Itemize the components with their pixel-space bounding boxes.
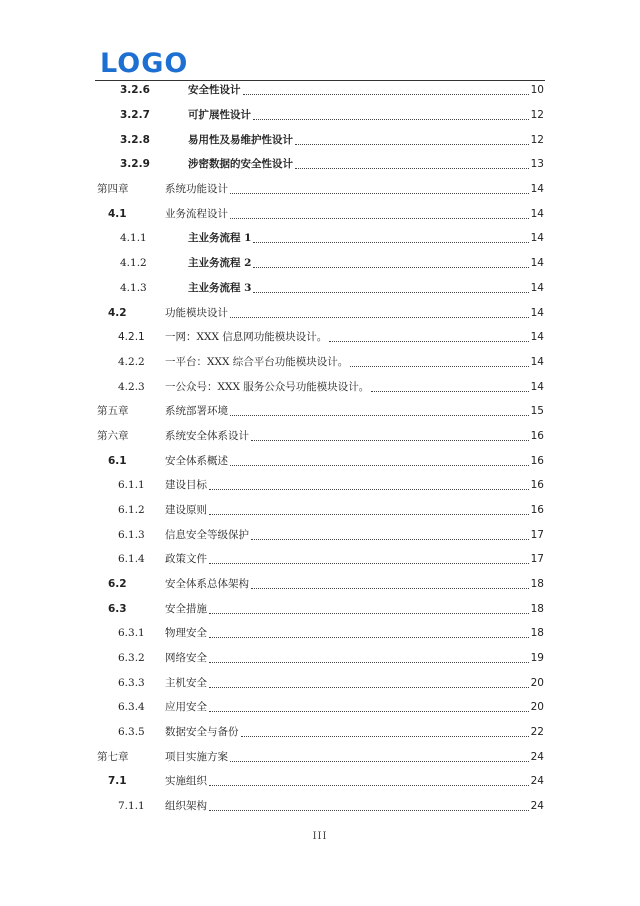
toc-number: 6.1.2 [118,504,145,516]
toc-number: 4.2.2 [118,356,145,368]
toc-title: 数据安全与备份 [165,726,239,738]
toc-leader [230,415,529,416]
toc-number: 第五章 [97,405,129,417]
toc-page: 18 [530,578,544,590]
toc-number: 6.3 [108,603,127,615]
toc-number: 第六章 [97,430,129,442]
toc-leader [209,687,529,688]
toc-number: 4.1.1 [120,232,147,244]
toc-number: 4.1.2 [120,257,147,269]
toc-row[interactable] [0,403,640,419]
toc-row[interactable] [0,181,640,197]
toc-leader [230,317,529,318]
toc-number: 3.2.6 [120,84,150,96]
toc-row[interactable] [0,773,640,789]
toc-row[interactable] [0,477,640,493]
toc-page: 14 [530,208,544,220]
toc-row[interactable] [0,527,640,543]
toc-page: 14 [530,307,544,319]
toc-title: 安全体系总体架构 [165,578,249,590]
toc-page: 16 [530,455,544,467]
toc-title: 安全体系概述 [165,455,228,467]
toc-row[interactable] [0,625,640,641]
toc-row[interactable] [0,576,640,592]
toc-number: 6.3.4 [118,701,145,713]
toc-title: 系统部署环境 [165,405,228,417]
toc-row[interactable] [0,675,640,691]
toc-leader [209,785,529,786]
toc-title: 功能模块设计 [165,307,228,319]
toc-page: 20 [530,677,544,689]
toc-number: 6.3.3 [118,677,145,689]
toc-page: 14 [530,232,544,244]
toc-leader [371,391,528,392]
toc-row[interactable] [0,502,640,518]
toc-leader [243,94,529,95]
toc-page: 18 [530,603,544,615]
toc-number: 6.3.2 [118,652,145,664]
toc-title: 一平台：XXX 综合平台功能模块设计。 [165,356,349,368]
toc-page: 16 [530,504,544,516]
toc-number: 6.1.1 [118,479,145,491]
toc-leader [329,341,528,342]
toc-number: 7.1 [108,775,127,787]
toc-row[interactable] [0,305,640,321]
toc-page: 14 [530,356,544,368]
toc-leader [209,662,529,663]
toc-title: 主业务流程 3 [188,282,252,294]
toc-leader [295,168,529,169]
toc-number: 6.3.1 [118,627,145,639]
toc-leader [251,539,529,540]
toc-row[interactable] [0,650,640,666]
toc-page: 12 [530,109,544,121]
toc-number: 第七章 [97,751,129,763]
toc-title: 可扩展性设计 [188,109,251,121]
toc-page: 14 [530,331,544,343]
toc-row[interactable] [0,329,640,345]
toc-title: 政策文件 [165,553,207,565]
toc-row[interactable] [0,280,640,296]
toc-title: 主业务流程 2 [188,257,252,269]
toc-leader [230,218,529,219]
toc-row[interactable] [0,255,640,271]
toc-leader [230,193,529,194]
toc-leader [209,563,529,564]
toc-leader [350,366,528,367]
logo: LOGO [100,48,189,79]
toc-title: 建设目标 [165,479,207,491]
toc-leader [230,465,529,466]
toc-page: 17 [530,529,544,541]
toc-title: 应用安全 [165,701,207,713]
toc-row[interactable] [0,379,640,395]
toc-row[interactable] [0,749,640,765]
toc-page: 18 [530,627,544,639]
toc-row[interactable] [0,798,640,814]
toc-leader [209,711,529,712]
toc-leader [209,637,529,638]
toc-page: 16 [530,479,544,491]
toc-row[interactable] [0,601,640,617]
toc-page: 20 [530,701,544,713]
toc-page: 14 [530,282,544,294]
toc-number: 3.2.7 [120,109,150,121]
toc-title: 系统功能设计 [165,183,228,195]
toc-page: 10 [530,84,544,96]
toc-row[interactable] [0,156,640,172]
toc-title: 网络安全 [165,652,207,664]
toc-page: 22 [530,726,544,738]
toc-title: 物理安全 [165,627,207,639]
toc-number: 第四章 [97,183,129,195]
toc-page: 24 [530,775,544,787]
toc-leader [209,810,529,811]
toc-title: 业务流程设计 [165,208,228,220]
toc-leader [209,613,529,614]
toc-title: 系统安全体系设计 [165,430,249,442]
toc-title: 项目实施方案 [165,751,228,763]
toc-title: 易用性及易维护性设计 [188,134,293,146]
toc-page: 14 [530,183,544,195]
toc-leader [251,588,529,589]
toc-title: 主机安全 [165,677,207,689]
toc-page: 19 [530,652,544,664]
toc-row[interactable] [0,551,640,567]
toc-page: 14 [530,381,544,393]
toc-title: 组织架构 [165,800,207,812]
toc-leader [253,267,528,268]
toc-row[interactable] [0,453,640,469]
toc-title: 安全性设计 [188,84,241,96]
toc-number: 6.1.4 [118,553,145,565]
toc-row[interactable] [0,354,640,370]
toc-number: 4.2 [108,307,127,319]
toc-page: 13 [530,158,544,170]
toc-row[interactable] [0,206,640,222]
toc-number: 3.2.8 [120,134,150,146]
toc-page: 15 [530,405,544,417]
toc-page: 14 [530,257,544,269]
toc-leader [295,144,529,145]
toc-title: 建设原则 [165,504,207,516]
toc-page: 17 [530,553,544,565]
toc-row[interactable] [0,107,640,123]
toc-leader [241,736,529,737]
toc-number: 4.1.3 [120,282,147,294]
toc-number: 7.1.1 [118,800,145,812]
toc-row[interactable] [0,724,640,740]
toc-row[interactable] [0,428,640,444]
toc-number: 6.1.3 [118,529,145,541]
toc-row[interactable] [0,230,640,246]
toc-row[interactable] [0,699,640,715]
toc-page: 24 [530,800,544,812]
toc-title: 一网：XXX 信息网功能模块设计。 [165,331,328,343]
toc-number: 6.2 [108,578,127,590]
toc-title: 一公众号：XXX 服务公众号功能模块设计。 [165,381,370,393]
toc-title: 实施组织 [165,775,207,787]
toc-number: 3.2.9 [120,158,150,170]
toc-title: 主业务流程 1 [188,232,252,244]
toc-page: 24 [530,751,544,763]
toc-title: 涉密数据的安全性设计 [188,158,293,170]
page-number: III [312,831,328,842]
toc-title: 信息安全等级保护 [165,529,249,541]
toc-page: 16 [530,430,544,442]
header-rule [95,80,545,81]
toc-number: 4.2.3 [118,381,145,393]
toc-title: 安全措施 [165,603,207,615]
toc-leader [253,119,529,120]
toc-number: 6.1 [108,455,127,467]
toc-leader [253,292,528,293]
toc-leader [209,489,529,490]
toc-leader [209,514,529,515]
toc-number: 4.2.1 [118,331,145,343]
toc-row[interactable] [0,132,640,148]
toc-leader [230,761,529,762]
toc-page: 12 [530,134,544,146]
toc-leader [253,242,528,243]
toc-number: 6.3.5 [118,726,145,738]
toc-row[interactable] [0,82,640,98]
toc-leader [251,440,529,441]
toc-number: 4.1 [108,208,127,220]
